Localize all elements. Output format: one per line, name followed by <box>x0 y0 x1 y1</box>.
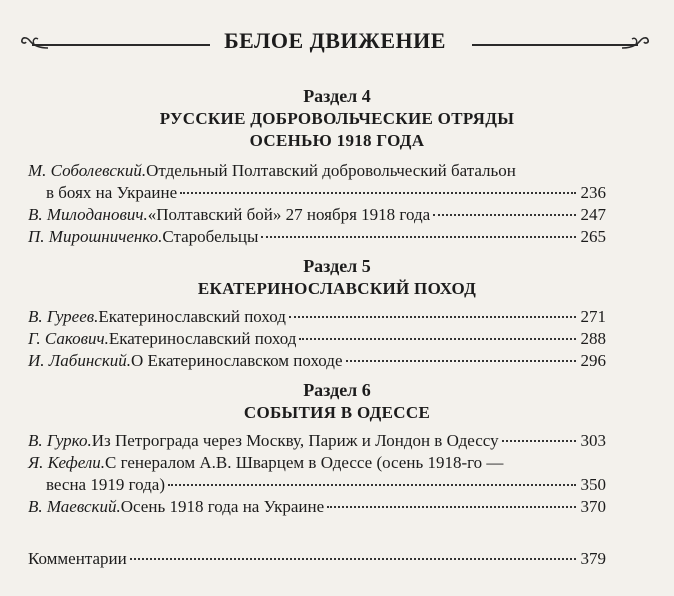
entry-title: Старобельцы <box>162 227 259 246</box>
leader-dots <box>502 440 576 442</box>
entry-author: В. Милоданович. <box>28 205 148 224</box>
entry-page: 236 <box>580 183 606 202</box>
leader-dots <box>299 338 575 340</box>
entry-title: Отдельный Полтавский добровольческий батальон <box>146 161 516 180</box>
entry-author: И. Лабинский. <box>28 351 132 370</box>
entry-author: П. Мирошниченко. <box>28 227 163 246</box>
leader-dots <box>261 236 575 238</box>
leader-dots <box>327 506 575 508</box>
entry-author: В. Гурко. <box>28 431 92 450</box>
toc-entry-sakovich[interactable] <box>28 328 606 350</box>
entry-page: 379 <box>580 549 606 568</box>
section-4-title-line2: ОСЕНЬЮ 1918 ГОДА <box>249 131 425 150</box>
ornament-right-icon <box>620 32 650 52</box>
toc-entry-gureev[interactable] <box>28 306 606 328</box>
toc-entry-soboljevsky[interactable] <box>28 160 606 204</box>
section-4-title-line1: РУССКИЕ ДОБРОВОЛЬЧЕСКИЕ ОТРЯДЫ <box>159 109 515 128</box>
header-rule-right <box>472 44 638 46</box>
entry-title-cont: весна 1919 года) <box>46 475 165 494</box>
toc-entry-kefeli[interactable] <box>28 452 606 496</box>
entry-title: Екатеринославский поход <box>108 329 297 348</box>
section-4-number: Раздел 4 <box>303 86 371 106</box>
entry-author: В. Маевский. <box>28 497 121 516</box>
toc-entry-commentary[interactable] <box>28 548 606 570</box>
toc-entry-milodanovich[interactable] <box>28 204 606 226</box>
entry-title: Осень 1918 года на Украине <box>120 497 325 516</box>
entry-page: 265 <box>580 227 606 246</box>
entry-author: Я. Кефели. <box>28 453 106 472</box>
leader-dots <box>289 316 576 318</box>
entry-author: В. Гуреев. <box>28 307 99 326</box>
toc-entry-labinsky[interactable] <box>28 350 606 372</box>
section-5-title: ЕКАТЕРИНОСЛАВСКИЙ ПОХОД <box>197 279 477 298</box>
running-header <box>20 24 650 60</box>
entry-page: 350 <box>580 475 606 494</box>
entry-page: 271 <box>580 307 606 326</box>
entry-author: М. Соболевский. <box>28 161 147 180</box>
entry-title: Екатеринославский поход <box>98 307 286 326</box>
entry-title-cont: в боях на Украине <box>46 183 178 202</box>
entry-page: 296 <box>580 351 606 370</box>
running-title: БЕЛОЕ ДВИЖЕНИЕ <box>224 28 446 53</box>
commentary-label: Комментарии <box>28 549 127 568</box>
entry-title: С генералом А.В. Шварцем в Одессе (осень 1918-го — <box>105 453 504 472</box>
leader-dots <box>180 192 575 194</box>
entry-author: Г. Сакович. <box>28 329 109 348</box>
entry-title: Из Петрограда через Москву, Париж и Лондон в Одессу <box>91 431 499 450</box>
section-6-number: Раздел 6 <box>303 380 371 400</box>
section-6-title: СОБЫТИЯ В ОДЕССЕ <box>243 403 431 422</box>
toc-entry-miroshnichenko[interactable] <box>28 226 606 248</box>
entry-page: 303 <box>580 431 606 450</box>
leader-dots <box>433 214 575 216</box>
leader-dots <box>130 558 576 560</box>
entry-page: 247 <box>580 205 606 224</box>
entry-title: О Екатеринославском походе <box>131 351 343 370</box>
leader-dots <box>346 360 576 362</box>
toc-entry-maevsky[interactable] <box>28 496 606 518</box>
leader-dots <box>168 484 576 486</box>
section-5-number: Раздел 5 <box>303 256 371 276</box>
toc-entry-gurko[interactable] <box>28 430 606 452</box>
entry-page: 288 <box>580 329 606 348</box>
entry-page: 370 <box>580 497 606 516</box>
entry-title: «Полтавский бой» 27 ноября 1918 года <box>147 205 431 224</box>
